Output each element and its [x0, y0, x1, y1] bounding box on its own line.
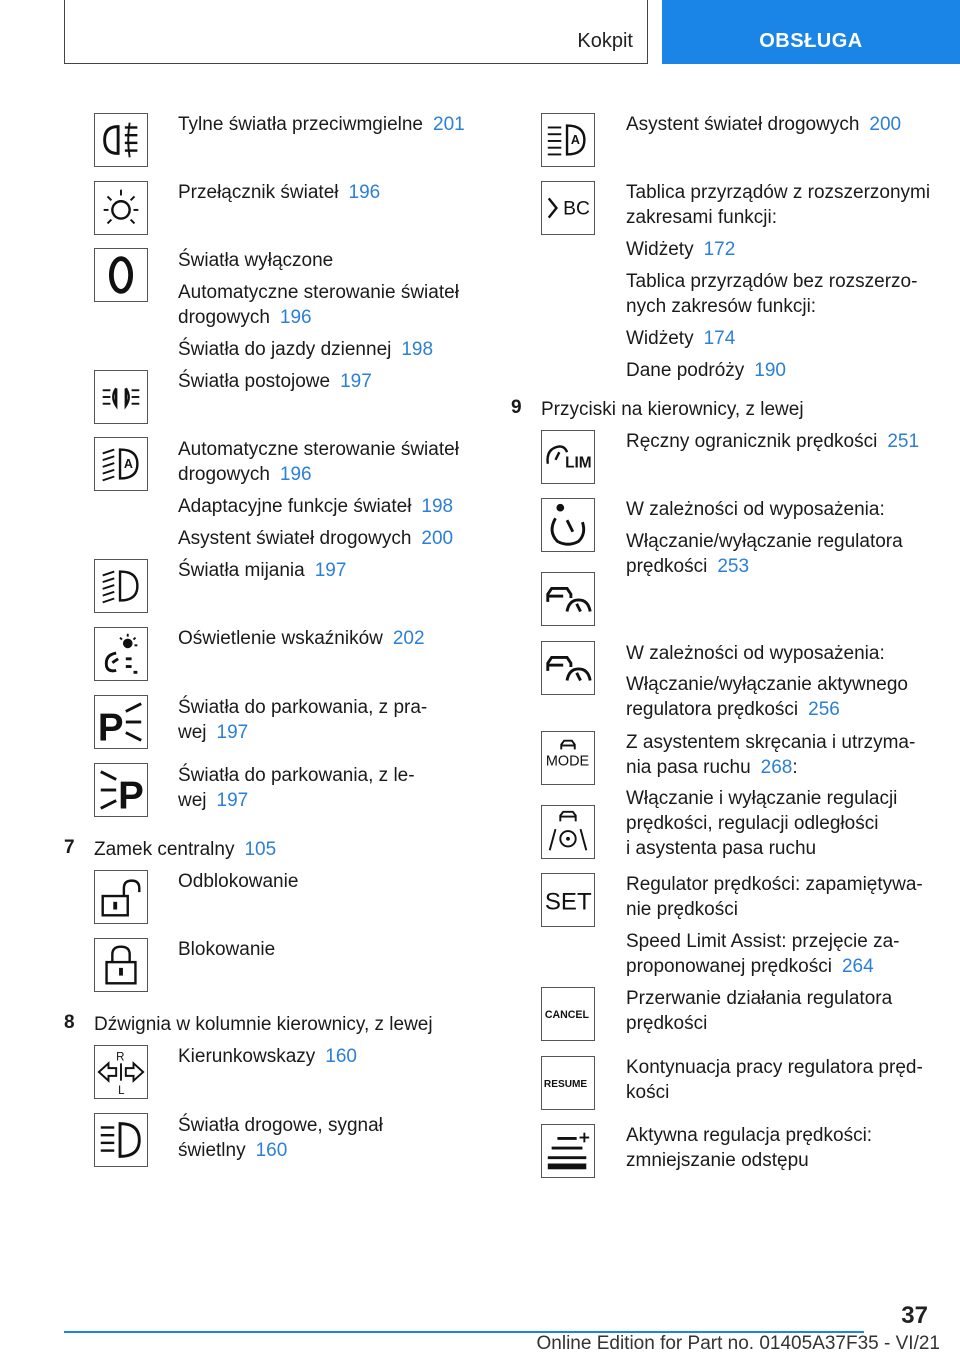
- item-distance-decrease: Aktywna regulacja prędkości: zmniejszanie odstępu: [626, 1125, 873, 1171]
- page-number: 37: [901, 1302, 928, 1329]
- header-section: Kokpit: [577, 30, 633, 52]
- item-high-beam: Światła drogowe, sygnał świetlny 160: [178, 1115, 383, 1161]
- page-link[interactable]: 196: [279, 464, 312, 485]
- section-number-9: 9: [511, 397, 522, 418]
- item-active-cruise-toggle: Włączanie/wyłączanie aktywnego regulatora prędkości 256: [626, 674, 908, 720]
- page-link[interactable]: 197: [314, 560, 347, 581]
- unlock-icon: [94, 870, 148, 924]
- page-link[interactable]: 190: [754, 360, 786, 381]
- item-trip-data: Dane podróży 190: [626, 360, 786, 381]
- section-number-8: 8: [64, 1012, 75, 1033]
- item-equipment-note-2: W zależności od wyposażenia:: [626, 643, 885, 664]
- cancel-button-icon: [541, 987, 595, 1041]
- header-chapter: OBSŁUGA: [759, 30, 863, 52]
- high-beam-assist-icon: [541, 113, 595, 167]
- page-link[interactable]: 160: [255, 1140, 288, 1161]
- item-lane-assist: Z asystentem skręcania i utrzyma- nia pasa ruchu 268:: [626, 732, 916, 778]
- lights-off-icon: [94, 248, 148, 302]
- item-speed-limit-assist: Speed Limit Assist: przejęcie za- proponowanej prędkości 264: [626, 931, 900, 977]
- page-link[interactable]: 198: [401, 339, 434, 360]
- section-8-title: Dźwignia w kolumnie kierownicy, z lewej: [94, 1014, 433, 1035]
- instrument-lighting-icon: [94, 627, 148, 681]
- page-link[interactable]: 200: [421, 528, 454, 549]
- parking-light-left-icon: [94, 763, 148, 817]
- section-7-title: Zamek centralny 105: [94, 839, 277, 860]
- lim-label: LIM: [565, 454, 592, 472]
- resume-label: RESUME: [543, 1078, 588, 1090]
- item-set-speed: Regulator prędkości: zapamiętywa- nie prędkości: [626, 874, 923, 920]
- item-cancel: Przerwanie działania regulatora prędkości: [626, 988, 893, 1034]
- page-link[interactable]: 253: [717, 556, 750, 577]
- mode-label: MODE: [545, 753, 590, 770]
- svg-text:L: L: [118, 1085, 125, 1098]
- item-rear-fog: Tylne światła przeciwmgielne 201: [178, 114, 465, 135]
- low-beam-icon: [94, 559, 148, 613]
- resume-button-icon: [541, 1056, 595, 1110]
- item-high-beam-assist-r: Asystent świateł drogowych 200: [626, 114, 902, 135]
- item-low-beam: Światła mijania 197: [178, 560, 347, 581]
- svg-text:A: A: [570, 132, 580, 147]
- set-button-icon: [541, 873, 595, 927]
- page-link[interactable]: 160: [325, 1046, 357, 1067]
- item-equipment-note-1: W zależności od wyposażenia:: [626, 499, 885, 520]
- item-cluster-extended: Tablica przyrządów z rozszerzonymi zakresami funkcji:: [626, 182, 931, 228]
- item-widgets-1: Widżety 172: [626, 239, 736, 260]
- item-cluster-basic: Tablica przyrządów bez rozszerzo- nych zakresów funkcji:: [626, 271, 918, 317]
- svg-text:R: R: [116, 1051, 125, 1064]
- page-link[interactable]: 197: [216, 722, 249, 743]
- item-turn-signal: Kierunkowskazy 160: [178, 1046, 357, 1067]
- page-link[interactable]: 256: [808, 699, 840, 720]
- set-label: SET: [544, 888, 592, 916]
- item-adaptive-lights: Adaptacyjne funkcje świateł 198: [178, 496, 454, 517]
- lock-icon: [94, 938, 148, 992]
- page-link[interactable]: 197: [340, 371, 372, 392]
- page-link[interactable]: 268: [760, 757, 793, 778]
- active-cruise-icon: [541, 641, 595, 695]
- item-lock: Blokowanie: [178, 939, 276, 960]
- item-parking-right: Światła do parkowania, z pra- wej 197: [178, 697, 428, 743]
- bc-button-icon: [541, 181, 595, 235]
- page-link[interactable]: 200: [869, 114, 902, 135]
- header-chapter-box: [662, 0, 960, 64]
- turn-signal-icon: [94, 1045, 148, 1099]
- page-link[interactable]: 264: [841, 956, 874, 977]
- footer-edition: Online Edition for Part no. 01405A37F35 - VI/21: [536, 1333, 940, 1354]
- item-drl: Światła do jazdy dziennej 198: [178, 339, 434, 360]
- item-high-beam-assist: Asystent świateł drogowych 200: [178, 528, 454, 549]
- page-link[interactable]: 202: [392, 628, 425, 649]
- svg-text:P: P: [97, 706, 124, 748]
- parking-lights-icon: [94, 370, 148, 424]
- high-beam-icon: [94, 1113, 148, 1167]
- rear-fog-light-icon: [94, 113, 148, 167]
- light-switch-icon: [94, 181, 148, 235]
- bc-label: BC: [563, 198, 590, 220]
- page-link[interactable]: 201: [433, 114, 465, 135]
- section-number-7: 7: [64, 837, 75, 858]
- item-widgets-2: Widżety 174: [626, 328, 736, 349]
- speed-limiter-icon: [541, 430, 595, 484]
- page-link[interactable]: 196: [348, 182, 381, 203]
- item-speed-limiter: Ręczny ogranicznik prędkości 251: [626, 431, 920, 452]
- item-cruise-toggle: Włączanie/wyłączanie regulatora prędkości 253: [626, 531, 903, 577]
- item-light-switch: Przełącznik świateł 196: [178, 182, 381, 203]
- header-section-box: [64, 0, 648, 64]
- item-parking-lights: Światła postojowe 197: [178, 371, 372, 392]
- cancel-label: CANCEL: [544, 1008, 589, 1021]
- page-link[interactable]: 251: [887, 431, 920, 452]
- item-unlock: Odblokowanie: [178, 871, 299, 892]
- page-link[interactable]: 197: [216, 790, 249, 811]
- item-resume: Kontynuacja pracy regulatora pręd- kości: [626, 1057, 923, 1103]
- item-acc-lane-toggle: Włączanie i wyłączanie regulacji prędkości, regulacji odległości i asystenta pasa ruchu: [626, 788, 898, 859]
- steering-assist-icon: [541, 805, 595, 859]
- cruise-control-icon: [541, 498, 595, 552]
- page-link[interactable]: 174: [703, 328, 736, 349]
- item-parking-left: Światła do parkowania, z le- wej 197: [178, 765, 415, 811]
- item-auto-high-beam-2: Automatyczne sterowanie świateł drogowych 196: [178, 439, 459, 485]
- mode-button-icon: [541, 731, 595, 785]
- page-link[interactable]: 196: [279, 307, 312, 328]
- distance-decrease-icon: [541, 1124, 595, 1178]
- auto-high-beam-icon: [94, 437, 148, 491]
- item-instrument-lighting: Oświetlenie wskaźników 202: [178, 628, 425, 649]
- page-link[interactable]: 198: [421, 496, 454, 517]
- item-lights-off: Światła wyłączone: [178, 250, 334, 271]
- parking-light-right-icon: [94, 695, 148, 749]
- cruise-car-icon: [541, 572, 595, 626]
- section-9-title: Przyciski na kierownicy, z lewej: [541, 399, 804, 420]
- page-link[interactable]: 172: [703, 239, 736, 260]
- item-auto-high-beam: Automatyczne sterowanie świateł drogowych 196: [178, 282, 459, 328]
- svg-text:A: A: [123, 456, 133, 471]
- svg-text:P: P: [118, 774, 144, 816]
- page-link[interactable]: 105: [244, 839, 277, 860]
